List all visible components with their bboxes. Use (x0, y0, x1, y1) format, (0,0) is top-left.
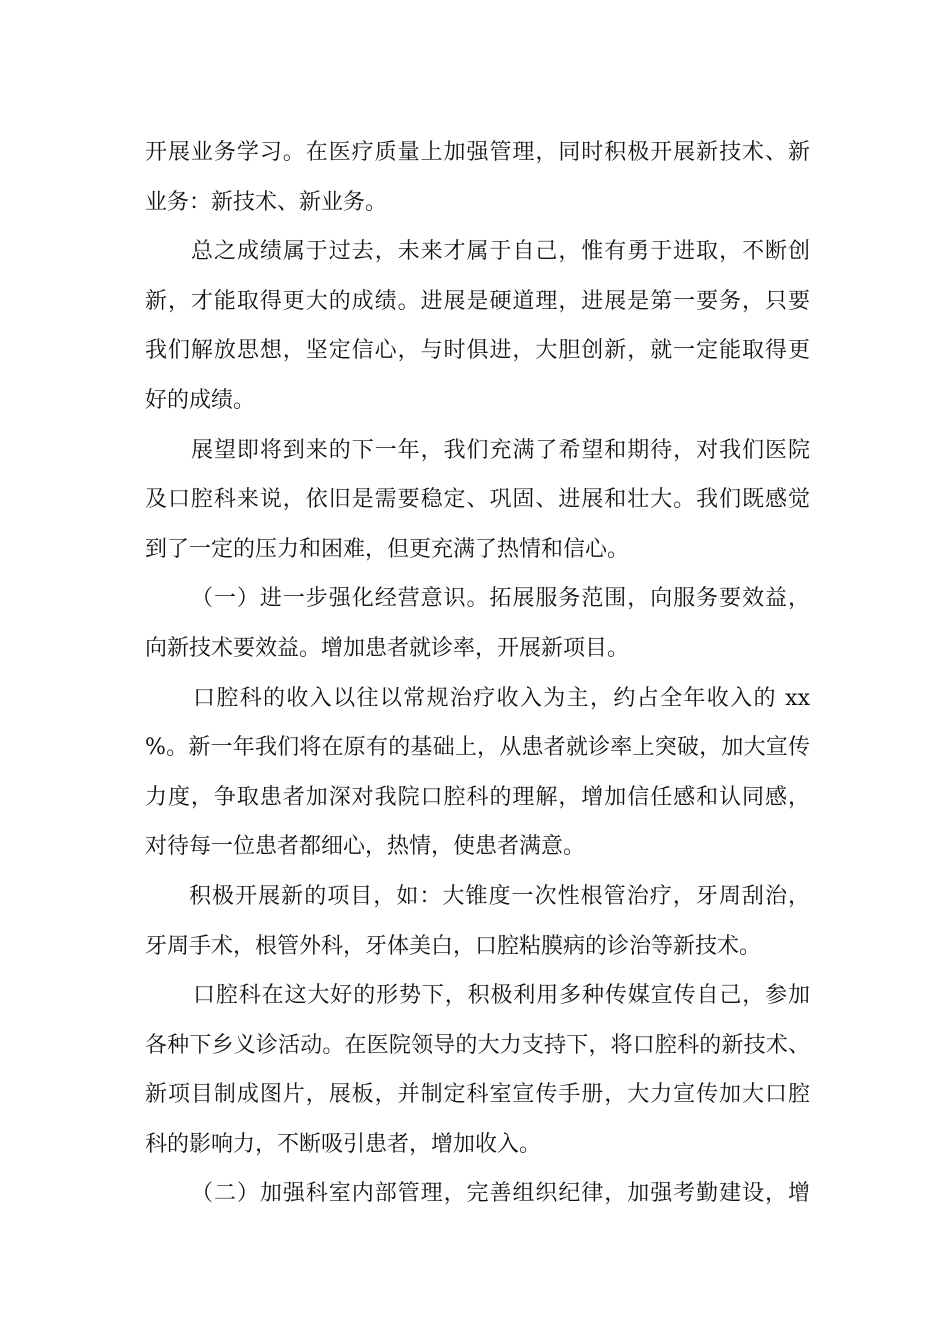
text-line: 力度，争取患者加深对我院口腔科的理解，增加信任感和认同感， (145, 784, 810, 810)
document-body (145, 128, 810, 1219)
paragraph-first-line: 积极开展新的项目，如：大锥度一次性根管治疗，牙周刮治， (189, 883, 810, 909)
text-line: 对待每一位患者都细心，热情，使患者满意。 (145, 834, 586, 860)
paragraph-first-line: 展望即将到来的下一年，我们充满了希望和期待，对我们医院 (191, 437, 810, 463)
text-line: 向新技术要效益。增加患者就诊率，开展新项目。 (145, 635, 630, 661)
text-line: 牙周手术，根管外科，牙体美白，口腔粘膜病的诊治等新技术。 (145, 933, 762, 959)
paragraph-first-line: 口腔科的收入以往以常规治疗收入为主，约占全年收入的 xx (193, 685, 810, 711)
text-line: 业务：新技术、新业务。 (145, 189, 388, 215)
text-line: 各种下乡义诊活动。在医院领导的大力支持下，将口腔科的新技术、 (145, 1032, 810, 1058)
text-line: 科的影响力，不断吸引患者，增加收入。 (145, 1131, 542, 1157)
section-heading-line: （一）进一步强化经营意识。拓展服务范围，向服务要效益， (191, 586, 810, 612)
text-line: 新项目制成图片，展板，并制定科室宣传手册，大力宣传加大口腔 (145, 1082, 810, 1108)
text-line: 开展业务学习。在医疗质量上加强管理，同时积极开展新技术、新 (145, 140, 810, 165)
section-heading-line: （二）加强科室内部管理，完善组织纪律，加强考勤建设，增 (191, 1181, 810, 1207)
text-line: 好的成绩。 (145, 387, 256, 413)
text-line: 到了一定的压力和困难，但更充满了热情和信心。 (145, 536, 630, 562)
text-line: 及口腔科来说，依旧是需要稳定、巩固、进展和壮大。我们既感觉 (145, 487, 810, 513)
text-line: %。新一年我们将在原有的基础上，从患者就诊率上突破，加大宣传 (145, 735, 810, 761)
text-line: 新，才能取得更大的成绩。进展是硬道理，进展是第一要务，只要 (145, 288, 810, 314)
paragraph-first-line: 总之成绩属于过去，未来才属于自己，惟有勇于进取，不断创 (191, 239, 810, 265)
text-line: 我们解放思想，坚定信心，与时俱进，大胆创新，就一定能取得更 (145, 338, 810, 364)
paragraph-first-line: 口腔科在这大好的形势下，积极利用多种传媒宣传自己，参加 (193, 983, 810, 1009)
